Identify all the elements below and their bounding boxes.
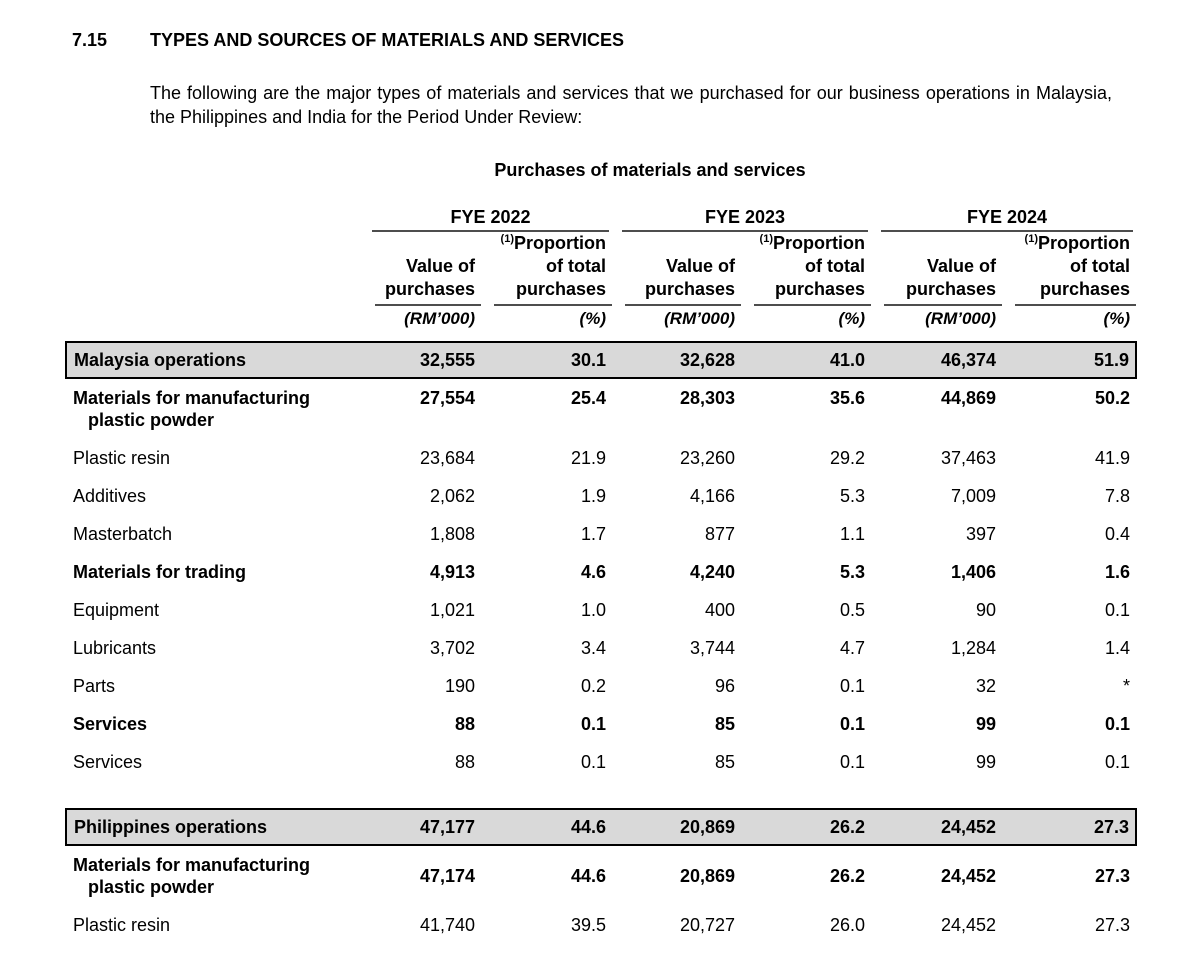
row-label [66, 845, 362, 898]
unit-percent: (%) [579, 309, 606, 328]
cell-fye2023-value: 85 [714, 714, 735, 734]
section-title: TYPES AND SOURCES OF MATERIALS AND SERVICES [150, 30, 625, 50]
unit-header-row [66, 306, 1136, 342]
year-group-fye-2022 [362, 207, 612, 232]
section-row-philippines-operations [66, 809, 1136, 845]
row-label-line1: Materials for manufacturing [73, 855, 311, 875]
table-row-services [66, 735, 1136, 773]
year-group-label: FYE 2023 [622, 207, 868, 232]
cell-fye2023-proportion: 41.0 [741, 342, 871, 378]
value-of-purchases-header: Value of purchases [612, 232, 741, 306]
cell-fye2022-proportion: 25.4 [570, 388, 606, 408]
cell-fye2023-proportion: 26.2 [829, 866, 865, 886]
proportion-header: $^{(1)}$Proportion of total purchases [741, 232, 871, 306]
cell-fye2024-proportion: 41.9 [1094, 448, 1130, 468]
table-row-materials-for-manufacturing [66, 845, 1136, 898]
cell-fye2024-proportion: 0.4 [1104, 524, 1130, 544]
cell-fye2022-value: 47,174 [419, 866, 475, 886]
row-label: Plastic resin [73, 915, 171, 935]
cell-fye2022-value: 88 [454, 752, 475, 772]
table-row-parts [66, 659, 1136, 697]
cell-fye2022-proportion: 1.7 [580, 524, 606, 544]
year-group-label: FYE 2024 [881, 207, 1133, 232]
empty-header-cell [66, 232, 362, 306]
cell-fye2024-proportion: 51.9 [1002, 342, 1136, 378]
cell-fye2024-proportion: 7.8 [1104, 486, 1130, 506]
value-of-purchases-header: Value of purchases [362, 232, 481, 306]
proportion-header: $^{(1)}$Proportion of total purchases [1002, 232, 1136, 306]
cell-fye2023-proportion: 29.2 [829, 448, 865, 468]
cell-fye2024-value: 32 [975, 676, 996, 696]
row-label-line2: plastic powder [88, 877, 215, 897]
cell-fye2023-proportion: 5.3 [839, 562, 865, 582]
cell-fye2022-proportion: 3.4 [580, 638, 606, 658]
row-label: Plastic resin [73, 448, 171, 468]
row-label-line2: plastic powder [88, 410, 215, 430]
intro-paragraph: The following are the major types of materials and services that we purchased for our business operations in Malaysia, the Philippines and India for the Period Under Review: [150, 83, 1112, 127]
cell-fye2024-value: 1,284 [950, 638, 996, 658]
row-label: Equipment [73, 600, 160, 620]
table-row-materials-for-trading [66, 545, 1136, 583]
column-header-row [66, 232, 1136, 306]
cell-fye2023-value: 400 [704, 600, 735, 620]
unit-rm000: (RM’000) [404, 309, 475, 328]
cell-fye2022-value: 4,913 [429, 562, 475, 582]
cell-fye2022-value: 32,555 [362, 342, 481, 378]
row-label: Masterbatch [73, 524, 173, 544]
cell-fye2023-value: 32,628 [612, 342, 741, 378]
row-label: Malaysia operations [66, 342, 362, 378]
cell-fye2022-proportion: 21.9 [570, 448, 606, 468]
table-row-plastic-resin [66, 898, 1136, 936]
cell-fye2022-value: 2,062 [429, 486, 475, 506]
table-row-materials-for-manufacturing [66, 378, 1136, 431]
cell-fye2023-value: 23,260 [679, 448, 735, 468]
cell-fye2022-value: 41,740 [419, 915, 475, 935]
purchases-table [65, 207, 1137, 936]
cell-fye2022-proportion: 44.6 [481, 809, 612, 845]
year-group-label: FYE 2022 [372, 207, 609, 232]
cell-fye2024-value: 37,463 [940, 448, 996, 468]
table-row-services-total [66, 697, 1136, 735]
footnote-marker: (1) [759, 233, 773, 245]
section-row-malaysia-operations [66, 342, 1136, 378]
section-heading [72, 30, 1140, 51]
cell-fye2022-value: 47,177 [362, 809, 481, 845]
empty-header-cell [66, 306, 362, 342]
unit-rm000: (RM’000) [925, 309, 996, 328]
row-label: Materials for trading [73, 562, 247, 582]
cell-fye2023-value: 28,303 [679, 388, 735, 408]
cell-fye2024-proportion: 0.1 [1104, 600, 1130, 620]
cell-fye2023-value: 3,744 [689, 638, 735, 658]
cell-fye2023-value: 877 [704, 524, 735, 544]
cell-fye2024-value: 99 [975, 714, 996, 734]
cell-fye2023-value: 85 [714, 752, 735, 772]
cell-fye2022-value: 1,021 [429, 600, 475, 620]
cell-fye2024-proportion: 50.2 [1094, 388, 1130, 408]
cell-fye2024-proportion: 1.6 [1104, 562, 1130, 582]
cell-fye2024-value: 24,452 [940, 915, 996, 935]
row-label: Additives [73, 486, 147, 506]
unit-percent: (%) [1103, 309, 1130, 328]
cell-fye2022-proportion: 1.0 [580, 600, 606, 620]
section-number: 7.15 [72, 30, 108, 50]
cell-fye2023-proportion: 26.0 [829, 915, 865, 935]
cell-fye2022-value: 1,808 [429, 524, 475, 544]
cell-fye2022-proportion: 0.1 [580, 714, 606, 734]
cell-fye2024-proportion: 0.1 [1104, 714, 1130, 734]
proportion-header: $^{(1)}$Proportion of total purchases [481, 232, 612, 306]
cell-fye2022-proportion: 44.6 [570, 866, 606, 886]
table-row-masterbatch [66, 507, 1136, 545]
table-row-additives [66, 469, 1136, 507]
cell-fye2023-proportion: 0.1 [839, 714, 865, 734]
footnote-marker: (1) [500, 233, 514, 245]
cell-fye2022-proportion: 1.9 [580, 486, 606, 506]
cell-fye2024-proportion: 27.3 [1094, 915, 1130, 935]
cell-fye2023-value: 4,166 [689, 486, 735, 506]
row-label: Services [73, 752, 143, 772]
cell-fye2023-proportion: 1.1 [839, 524, 865, 544]
cell-fye2023-proportion: 26.2 [741, 809, 871, 845]
cell-fye2023-proportion: 4.7 [839, 638, 865, 658]
cell-fye2022-value: 3,702 [429, 638, 475, 658]
empty-header-cell [66, 207, 362, 232]
cell-fye2024-value: 44,869 [940, 388, 996, 408]
cell-fye2024-proportion: 1.4 [1104, 638, 1130, 658]
cell-fye2023-proportion: 5.3 [839, 486, 865, 506]
year-group-fye-2024 [871, 207, 1136, 232]
unit-rm000: (RM’000) [664, 309, 735, 328]
cell-fye2023-value: 96 [714, 676, 735, 696]
cell-fye2024-proportion: 0.1 [1104, 752, 1130, 772]
cell-fye2023-value: 4,240 [689, 562, 735, 582]
cell-fye2023-value: 20,869 [679, 866, 735, 886]
row-label [66, 378, 362, 431]
cell-fye2022-proportion: 0.2 [580, 676, 606, 696]
row-label: Services [73, 714, 148, 734]
cell-fye2022-proportion: 30.1 [481, 342, 612, 378]
cell-fye2024-value: 24,452 [940, 866, 996, 886]
cell-fye2023-proportion: 0.1 [839, 752, 865, 772]
cell-fye2024-value: 7,009 [950, 486, 996, 506]
cell-fye2024-proportion-asterisk: * [1122, 676, 1130, 696]
table-row-plastic-resin [66, 431, 1136, 469]
table-row-lubricants [66, 621, 1136, 659]
table-title: Purchases of materials and services [494, 160, 806, 180]
cell-fye2024-value: 397 [965, 524, 996, 544]
cell-fye2024-proportion: 27.3 [1094, 866, 1130, 886]
value-of-purchases-header: Value of purchases [871, 232, 1002, 306]
cell-fye2024-value: 46,374 [871, 342, 1002, 378]
row-label-line1: Materials for manufacturing [73, 388, 311, 408]
cell-fye2022-value: 27,554 [419, 388, 475, 408]
section-spacer [66, 773, 1136, 809]
cell-fye2023-proportion: 0.5 [839, 600, 865, 620]
cell-fye2022-proportion: 39.5 [570, 915, 606, 935]
year-group-header-row [66, 207, 1136, 232]
cell-fye2023-value: 20,869 [612, 809, 741, 845]
row-label: Lubricants [73, 638, 157, 658]
footnote-marker: (1) [1024, 233, 1038, 245]
row-label: Parts [73, 676, 116, 696]
year-group-fye-2023 [612, 207, 871, 232]
cell-fye2022-value: 190 [444, 676, 475, 696]
cell-fye2023-proportion: 0.1 [839, 676, 865, 696]
cell-fye2022-proportion: 4.6 [580, 562, 606, 582]
cell-fye2022-value: 23,684 [419, 448, 475, 468]
cell-fye2022-value: 88 [454, 714, 475, 734]
cell-fye2024-value: 99 [975, 752, 996, 772]
cell-fye2022-proportion: 0.1 [580, 752, 606, 772]
cell-fye2024-value: 1,406 [950, 562, 996, 582]
cell-fye2023-proportion: 35.6 [829, 388, 865, 408]
table-row-equipment [66, 583, 1136, 621]
row-label: Philippines operations [66, 809, 362, 845]
cell-fye2024-proportion: 27.3 [1002, 809, 1136, 845]
cell-fye2024-value: 24,452 [871, 809, 1002, 845]
cell-fye2023-value: 20,727 [679, 915, 735, 935]
unit-percent: (%) [838, 309, 865, 328]
cell-fye2024-value: 90 [975, 600, 996, 620]
